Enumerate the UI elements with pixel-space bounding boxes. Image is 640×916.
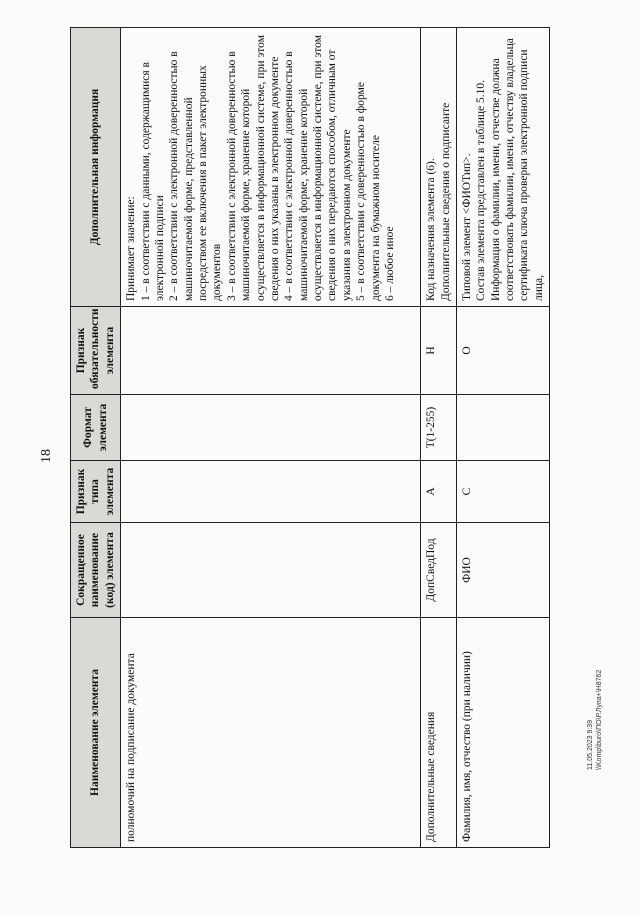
cell-name: полномочий на подписание документа <box>121 618 421 848</box>
cell-format <box>456 395 549 461</box>
header-element-name: Наименование элемента <box>71 618 121 848</box>
table-row <box>421 28 457 848</box>
info-line: Информация о фамилии, имени, отчестве должна соответствовать фамилии, имени, отчеству владельца сертификата ключа проверки электронной подписи лица, <box>489 38 545 301</box>
cell-format <box>121 395 421 461</box>
stamp-path: \\Komp\buro\ПО\Р.Лупа+\H8762 <box>596 669 604 770</box>
info-line: Принимает значение: <box>125 196 138 301</box>
info-line: Дополнительные сведения о подписанте <box>439 102 452 301</box>
info-line: 1 – в соответствии с данными, содержащимися в электронной подписи <box>139 62 166 301</box>
cell-info <box>121 28 421 307</box>
header-element-code: Сокращенное наименование (код) элемента <box>71 523 121 618</box>
cell-code: ДопСведПод <box>421 523 457 618</box>
page-number: 18 <box>39 449 54 463</box>
cell-type: С <box>456 461 549 523</box>
cell-code <box>121 523 421 618</box>
rotated-table-container <box>70 28 545 848</box>
table-row <box>456 28 549 848</box>
info-line: 5 – в соответствии с доверенностью в форме документа на бумажном носителе <box>355 82 382 301</box>
header-element-type: Признак типа элемента <box>71 461 121 523</box>
info-line: 4 – в соответствии с электронной доверенностью в машиночитаемой форме, хранение которой осуществляется в информационной системе, при этом сведения о них передаются способом, отличным от указания в электронном документе <box>283 35 353 301</box>
cell-info <box>421 28 457 307</box>
info-line: Типовой элемент <ФИОТип>. <box>460 153 473 301</box>
info-line: Состав элемента представлен в таблице 5.10. <box>475 79 488 301</box>
elements-table <box>70 27 550 848</box>
header-element-format: Формат элемента <box>71 395 121 461</box>
stamp-date: 11.05.2023 9:39 <box>587 719 594 770</box>
table-header-row <box>71 28 121 848</box>
cell-format: T(1-255) <box>421 395 457 461</box>
cell-name: Фамилия, имя, отчество (при наличии) <box>456 618 549 848</box>
table-row <box>121 28 421 848</box>
cell-type <box>121 461 421 523</box>
cell-required: Н <box>421 307 457 395</box>
info-line: Код назначения элемента (6). <box>425 158 438 301</box>
info-line: 6 – любое иное <box>383 226 396 301</box>
header-element-required: Признак обязательности элемента <box>71 307 121 395</box>
info-line: 3 – в соответствии с электронной доверенностью в машиночитаемой форме, хранение которой осуществляется в информационной системе, при этом сведения о них указаны в электронном документе <box>225 35 281 301</box>
info-line: 2 – в соответствии с электронной доверенностью в машиночитаемой форме, представленной посредством ее включения в пакет электронных документов <box>168 51 224 301</box>
cell-type: А <box>421 461 457 523</box>
cell-required: О <box>456 307 549 395</box>
header-additional-info: Дополнительная информация <box>71 28 121 307</box>
cell-code: ФИО <box>456 523 549 618</box>
cell-info <box>456 28 549 307</box>
file-stamp <box>586 670 604 770</box>
cell-name: Дополнительные сведения <box>421 618 457 848</box>
cell-required <box>121 307 421 395</box>
